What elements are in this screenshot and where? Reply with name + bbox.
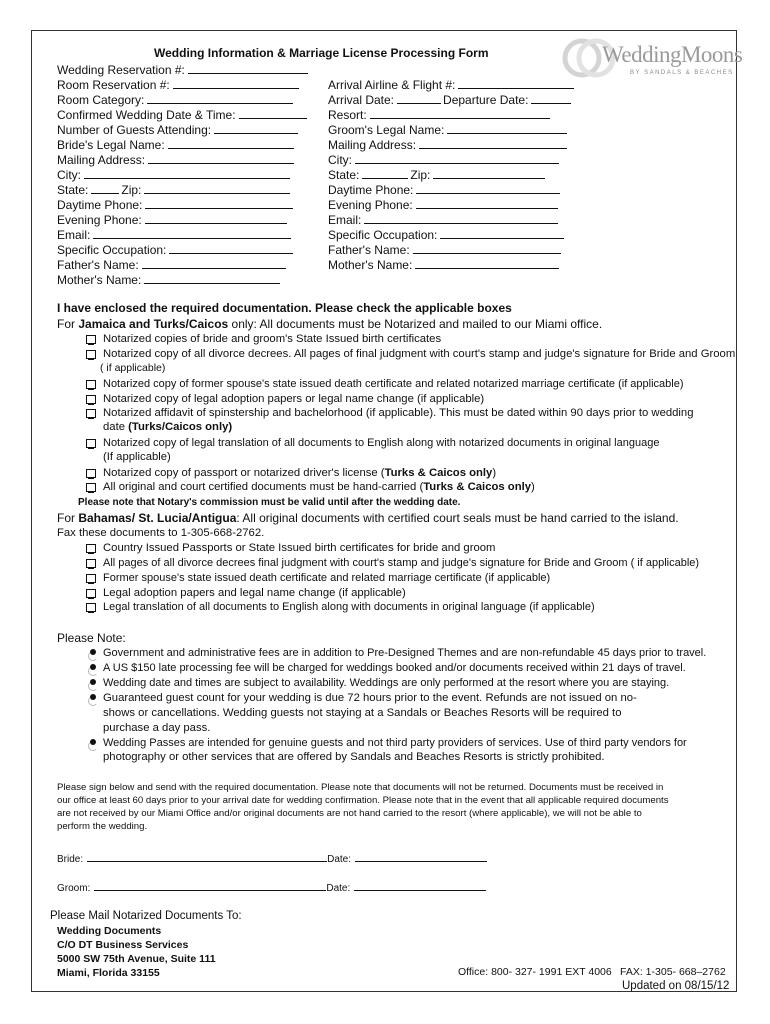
resort-field[interactable]: Resort:: [328, 107, 550, 122]
jamaica-turks-intro: For Jamaica and Turks/Caicos only: All documents must be Notarized and mailed to our Miami office.: [57, 317, 603, 331]
note-guest-count-cont2: purchase a day pass.: [103, 722, 211, 734]
groom-evening-phone-field[interactable]: Evening Phone:: [328, 197, 558, 212]
item-birth-certificates: Notarized copies of bride and groom's State Issued birth certificates: [103, 333, 442, 345]
item-passport-license: Notarized copy of passport or notarized driver's license (Turks & Caicos only): [103, 467, 497, 479]
note-guest-count-cont1: shows or cancellations. Wedding guests not staying at a Sandals or Beaches Resorts will be required to: [103, 707, 622, 719]
groom-city-field[interactable]: City:: [328, 152, 559, 167]
groom-mailing-address-field[interactable]: Mailing Address:: [328, 137, 567, 152]
checkbox-birth-certificates[interactable]: [86, 335, 96, 344]
checkbox-death-certificate[interactable]: [86, 380, 96, 389]
checkbox-passports-birth[interactable]: [86, 544, 96, 553]
note-late-fee: A US $150 late processing fee will be charged for weddings booked and/or documents received within 21 days of travel.: [103, 662, 686, 674]
groom-daytime-phone-field[interactable]: Daytime Phone:: [328, 182, 560, 197]
guest-count-field[interactable]: Number of Guests Attending:: [57, 122, 298, 137]
wedding-date-time-field[interactable]: Confirmed Wedding Date & Time:: [57, 107, 307, 122]
logo-subtitle: BY SANDALS & BEACHES: [630, 70, 734, 76]
bahamas-item-translation: Legal translation of all documents to English along with documents in original language (if applicable): [103, 601, 595, 613]
bride-email-field[interactable]: Email:: [57, 227, 291, 242]
groom-state-zip-field[interactable]: State: Zip:: [328, 167, 545, 182]
mail-heading: Please Mail Notarized Documents To:: [50, 910, 242, 922]
arrival-departure-date-field[interactable]: Arrival Date: Departure Date:: [328, 92, 571, 107]
logo-wordmark: WeddingMoons: [602, 42, 743, 67]
fax-line: Fax these documents to 1-305-668-2762.: [57, 527, 265, 539]
mail-line-2: C/O DT Business Services: [57, 939, 189, 951]
mail-line-1: Wedding Documents: [57, 925, 162, 937]
checkbox-bahamas-adoption[interactable]: [86, 589, 96, 598]
checkbox-adoption-papers[interactable]: [86, 395, 96, 404]
note-guest-count: Guaranteed guest count for your wedding is due 72 hours prior to the event. Refunds are not issued on no-: [103, 692, 637, 704]
note-wedding-passes: Wedding Passes are intended for genuine guests and not third party providers of services. Use of third party vendors for: [103, 737, 687, 749]
groom-signature-field[interactable]: Groom: Date:: [57, 880, 486, 894]
bahamas-item-death: Former spouse's state issued death certificate and related marriage certificate (if applicable): [103, 572, 551, 584]
item-divorce-decrees: Notarized copy of all divorce decrees. All pages of final judgment with court's stamp and judge's signature for Bride and Groom: [103, 348, 736, 360]
groom-occupation-field[interactable]: Specific Occupation:: [328, 227, 564, 242]
wedding-reservation-field[interactable]: Wedding Reservation #:: [57, 62, 308, 77]
checkbox-bahamas-death[interactable]: [86, 574, 96, 583]
bride-state-zip-field[interactable]: State: Zip:: [57, 182, 290, 197]
bride-father-name-field[interactable]: Father's Name:: [57, 257, 286, 272]
room-category-field[interactable]: Room Category:: [57, 92, 293, 107]
bride-daytime-phone-field[interactable]: Daytime Phone:: [57, 197, 293, 212]
office-phone: Office: 800- 327- 1991 EXT 4006: [458, 966, 612, 978]
checkbox-divorce-decrees[interactable]: [86, 350, 96, 359]
bullet-icon: [89, 649, 97, 657]
sign-instructions-1: Please sign below and send with the required documentation. Please note that documents will not be returned. Documents must be received in: [57, 782, 664, 793]
documentation-heading: I have enclosed the required documentation. Please check the applicable boxes: [57, 301, 512, 315]
sign-instructions-3: are not received by our Miami Office and/or original documents are not hand carried to the resort (where applicable), we will not be able to: [57, 808, 642, 819]
bride-mailing-address-field[interactable]: Mailing Address:: [57, 152, 294, 167]
groom-mother-name-field[interactable]: Mother's Name:: [328, 257, 559, 272]
item-divorce-decrees-cont: ( if applicable): [100, 362, 166, 374]
bride-evening-phone-field[interactable]: Evening Phone:: [57, 212, 287, 227]
mail-line-4: Miami, Florida 33155: [57, 967, 160, 979]
arrival-airline-field[interactable]: Arrival Airline & Flight #:: [328, 77, 574, 92]
bahamas-item-passports-birth: Country Issued Passports or State Issued birth certificates for bride and groom: [103, 542, 496, 554]
checkbox-bahamas-divorce[interactable]: [86, 559, 96, 568]
bride-mother-name-field[interactable]: Mother's Name:: [57, 272, 280, 287]
updated-date: Updated on 08/15/12: [622, 980, 730, 992]
bullet-icon: [89, 679, 97, 687]
item-legal-translation-cont: (If applicable): [103, 451, 171, 463]
checkbox-spinstership-affidavit[interactable]: [86, 409, 96, 418]
groom-father-name-field[interactable]: Father's Name:: [328, 242, 561, 257]
notary-note: Please note that Notary's commission must be valid until after the wedding date.: [78, 497, 461, 508]
note-wedding-passes-cont: photography or other services that are offered by Sandals and Beaches Resorts is strictly prohibited.: [103, 751, 605, 763]
form-title: Wedding Information & Marriage License Processing Form: [154, 46, 489, 60]
bride-occupation-field[interactable]: Specific Occupation:: [57, 242, 293, 257]
checkbox-legal-translation[interactable]: [86, 439, 96, 448]
checkbox-hand-carried[interactable]: [86, 483, 96, 492]
bahamas-intro: For Bahamas/ St. Lucia/Antigua: All original documents with certified court seals must be hand carried to the island.: [57, 511, 679, 525]
checkbox-bahamas-translation[interactable]: [86, 603, 96, 612]
bahamas-item-divorce: All pages of all divorce decrees final judgment with court's stamp and judge's signature for Bride and Groom ( if applicable): [103, 557, 700, 569]
bride-legal-name-field[interactable]: Bride's Legal Name:: [57, 137, 294, 152]
item-death-certificate: Notarized copy of former spouse's state issued death certificate and related notarized marriage certificate (if applicable): [103, 378, 684, 390]
sign-instructions-4: perform the wedding.: [57, 821, 148, 832]
fax-number: FAX: 1-305- 668–2762: [620, 966, 726, 978]
sign-instructions-2: our office at least 60 days prior to your arrival date for wedding confirmation. Please note that in the event that all applicable required documents: [57, 795, 669, 806]
item-spinstership-affidavit-cont: date (Turks/Caicos only): [103, 421, 233, 433]
checkbox-passport-license[interactable]: [86, 469, 96, 478]
room-reservation-field[interactable]: Room Reservation #:: [57, 77, 299, 92]
note-fees: Government and administrative fees are in addition to Pre-Designed Themes and are non-refundable 45 days prior to travel.: [103, 647, 707, 659]
item-adoption-papers: Notarized copy of legal adoption papers or legal name change (if applicable): [103, 393, 485, 405]
bahamas-item-adoption: Legal adoption papers and legal name change (if applicable): [103, 587, 406, 599]
weddingmoons-logo: [558, 36, 743, 84]
item-spinstership-affidavit: Notarized affidavit of spinstership and bachelorhood (if applicable). This must be dated within 90 days prior to wedding: [103, 407, 694, 419]
groom-email-field[interactable]: Email:: [328, 212, 558, 227]
please-note-heading: Please Note:: [57, 631, 126, 645]
groom-legal-name-field[interactable]: Groom's Legal Name:: [328, 122, 567, 137]
bride-city-field[interactable]: City:: [57, 167, 290, 182]
bullet-icon: [89, 739, 97, 747]
bullet-icon: [89, 694, 97, 702]
note-availability: Wedding date and times are subject to availability. Weddings are only performed at the resort where you are staying.: [103, 677, 670, 689]
bullet-icon: [89, 664, 97, 672]
mail-line-3: 5000 SW 75th Avenue, Suite 111: [57, 953, 216, 965]
bride-signature-field[interactable]: Bride: Date:: [57, 851, 487, 865]
item-hand-carried: All original and court certified documents must be hand-carried (Turks & Caicos only): [103, 481, 535, 493]
item-legal-translation: Notarized copy of legal translation of all documents to English along with notarized documents in original language: [103, 437, 660, 449]
